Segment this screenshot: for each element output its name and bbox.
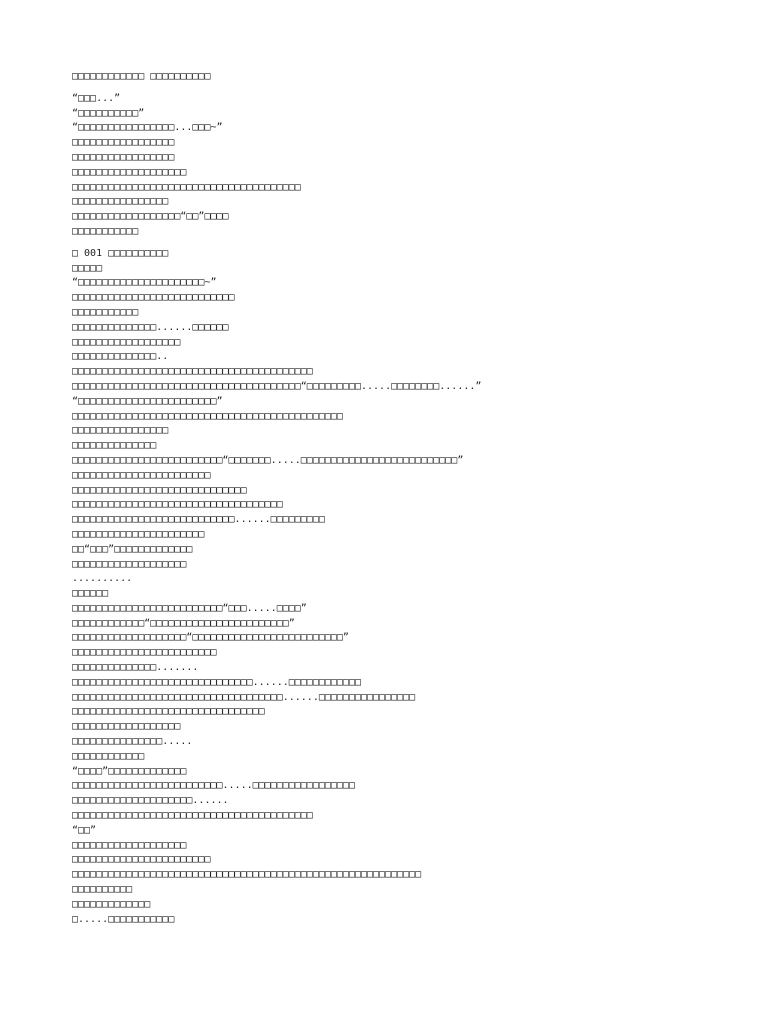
paragraph-line: □□□□□□□□□□□□□□ (72, 440, 157, 452)
paragraph-line: □□□□□□□□□□□□□□□□□□□□□□□□□□□□□ (72, 484, 247, 496)
paragraph-line: □□□□□□□□□□□□□□□□□□□□□□□□□□□□□□□□□□□□□□□□ (72, 366, 313, 378)
paragraph-line: □□□□□□□□□□□□□□□□□□□□□□□□□□□□□□□□□□□......□□□□□□□□□□□□□□□□ (72, 691, 416, 703)
paragraph-line: □□□□□□□□□□□□□□□□□□□□□□□□□□□ (72, 292, 235, 304)
paragraph-line: □□□□□□□□□□□□□□□□□ (72, 151, 175, 163)
paragraph-line: □□□□□□□□□□□□□□□□□□□□□□□□□□□□□□□□□□□ (72, 499, 283, 511)
paragraph-line: □□□□□□□□□□□□□□□□□□□□□□□□□□□□□□□□□□□□□□“□□□□□□□□□.....□□□□□□□□......” (72, 380, 482, 392)
paragraph-line: □□□□□□□□□□□□□□□□□□□□□□□□□□□□□□□□□□□□□□□□□□□□□□□□□□□□□□□□□□ (72, 869, 422, 881)
paragraph-line: □□□□□□ (72, 588, 109, 600)
intro-section (72, 92, 712, 240)
paragraph-line: □□□□□□□□□□□□□□□□□□□□□□□□□.....□□□□□□□□□□□□□□□□□ (72, 780, 355, 792)
paragraph-line: □□□□□□□□□□□□□□□□ (72, 425, 169, 437)
paragraph-line: □□□□□□□□□□□□□□.. (72, 351, 169, 363)
paragraph-line: □□□□□□□□□□□□□□□□□□ (72, 721, 181, 733)
paragraph-line: □□□□□□□□□□□□□□□□□□□□...... (72, 795, 229, 807)
paragraph-line: □□□□□□□□□□□□□ (72, 898, 151, 910)
paragraph-line: □□□□□□□□□□□ (72, 225, 139, 237)
paragraph-line: □□□□□□□□□□□□□□□□□□□□□□□□□□□......□□□□□□□□□ (72, 514, 325, 526)
paragraph-line: □□□□□□□□□□□□□□□□□□□□□□□□□□□□□□□□□□□□□□ (72, 181, 301, 193)
paragraph-line: □□□□□□□□□□□□“□□□□□□□□□□□□□□□□□□□□□□□” (72, 617, 295, 629)
paragraph-line: “□□□...” (72, 92, 121, 104)
paragraph-line: □□□□□□□□□□□□□□□□□ (72, 137, 175, 149)
paragraph-line: □□□□□□□□□□□□□□□□□□□□□□□□□□□□□□□□□□□□□□□□□□□□□ (72, 410, 343, 422)
paragraph-line: □□□□□□□□□□□□□□□□□□□□□□□□□□□□□□......□□□□□□□□□□□□ (72, 676, 361, 688)
paragraph-line: □□□□□□□□□□□ (72, 306, 139, 318)
paragraph-line: □□□□□□□□□□□□□□□□□□“□□”□□□□ (72, 211, 229, 223)
document-page (72, 70, 712, 927)
paragraph-line: □□□□□□□□□□ (72, 884, 133, 896)
paragraph-line: □□□□□□□□□□□□□□□□□□□□□□□ (72, 469, 211, 481)
paragraph-line: □□□□□□□□□□□□□□□□□□□“□□□□□□□□□□□□□□□□□□□□□□□□□” (72, 632, 349, 644)
paragraph-line: □□□□□□□□□□□□□□□□□□□□□□ (72, 528, 205, 540)
paragraph-line: “□□□□□□□□□□□□□□□□□□□□□~” (72, 277, 217, 289)
paragraph-line: “□□□□”□□□□□□□□□□□□□ (72, 765, 187, 777)
paragraph-line: □□□□□□□□□□□□□□□□□□□□□□□□□□□□□□□□ (72, 706, 265, 718)
section-gap (72, 240, 712, 247)
paragraph-line: “□□□□□□□□□□□□□□□□□□□□□□□” (72, 395, 223, 407)
paragraph-line: □□“□□□”□□□□□□□□□□□□□ (72, 543, 193, 555)
paragraph-line: □□□□□□□□□□□□□□......□□□□□□ (72, 321, 229, 333)
paragraph-line: □□□□□□□□□□□□□□□□□□ (72, 336, 181, 348)
paragraph-line: □□□□□□□□□□□□□□□..... (72, 736, 193, 748)
paragraph-line: □□□□□□□□□□□□□□□□□□□ (72, 166, 187, 178)
paragraph-line: .......... (72, 573, 133, 585)
chapter-body (72, 262, 712, 928)
paragraph-line: □□□□□□□□□□□□□□□□ (72, 196, 169, 208)
paragraph-line: □□□□□□□□□□□□□□□□□□□ (72, 558, 187, 570)
paragraph-line: □□□□□□□□□□□□□□□□□□□□□□□□□“□□□□□□□.....□□□□□□□□□□□□□□□□□□□□□□□□□□” (72, 454, 464, 466)
paragraph-line: “□□□□□□□□□□□□□□□□...□□□~” (72, 122, 223, 134)
paragraph-line: □□□□□□□□□□□□□□□□□□□□□□□□ (72, 647, 217, 659)
paragraph-line: □□□□□ (72, 262, 103, 274)
paragraph-line: “□□□□□□□□□□” (72, 107, 145, 119)
paragraph-line: □□□□□□□□□□□□□□....... (72, 662, 199, 674)
document-title: □□□□□□□□□□□□ □□□□□□□□□□ (72, 71, 211, 82)
paragraph-line: □□□□□□□□□□□□ (72, 750, 145, 762)
paragraph-line: □□□□□□□□□□□□□□□□□□□□□□□□□□□□□□□□□□□□□□□□ (72, 810, 313, 822)
section-gap (72, 85, 712, 92)
paragraph-line: □□□□□□□□□□□□□□□□□□□□□□□ (72, 854, 211, 866)
paragraph-line: “□□” (72, 824, 97, 836)
paragraph-line: □□□□□□□□□□□□□□□□□□□□□□□□□“□□□.....□□□□” (72, 602, 307, 614)
paragraph-line: □□□□□□□□□□□□□□□□□□□ (72, 839, 187, 851)
paragraph-line: □.....□□□□□□□□□□□ (72, 913, 175, 925)
chapter-heading: □ 001 □□□□□□□□□□ (72, 247, 169, 259)
